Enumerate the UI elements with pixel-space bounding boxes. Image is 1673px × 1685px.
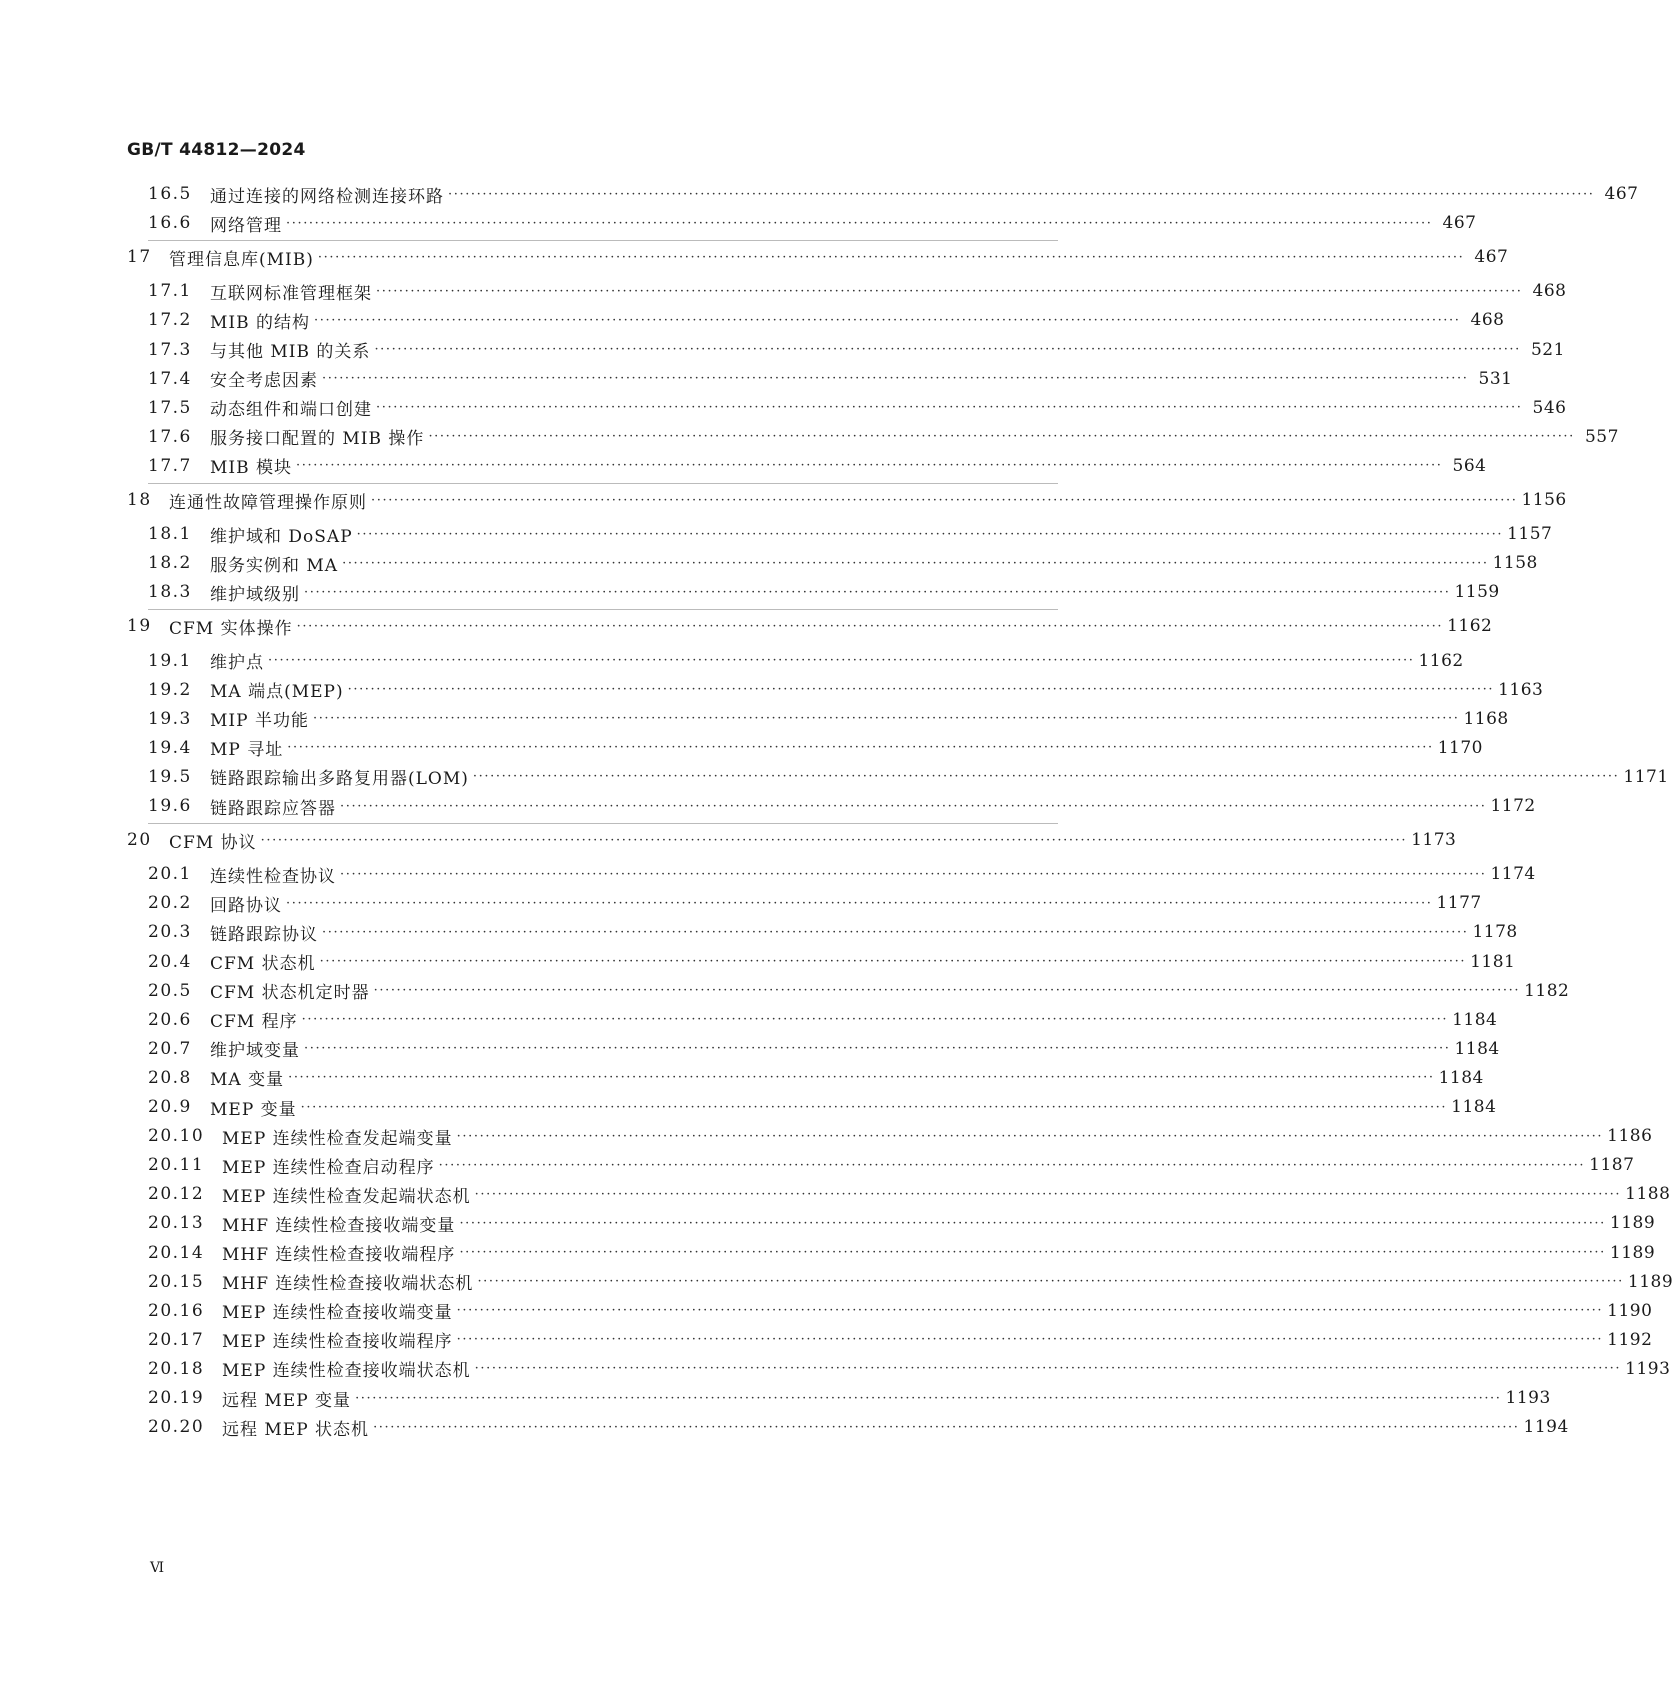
toc-entry-title: 维护域和 DoSAP xyxy=(210,526,353,547)
toc-entry-page: 467 xyxy=(1604,184,1639,204)
toc-entry-number: 19.1 xyxy=(148,650,192,671)
toc-entry-page: 1173 xyxy=(1411,830,1457,851)
toc-entry-title: MEP 连续性检查启动程序 xyxy=(222,1157,435,1178)
toc-entry-page: 1177 xyxy=(1436,893,1482,914)
toc-dot-leader: ········································································································································································································ xyxy=(376,283,1523,299)
toc-entry-page: 521 xyxy=(1530,339,1565,360)
toc-dot-leader: ········································································································································································································ xyxy=(459,1215,1606,1231)
toc-dot-leader: ········································································································································································································ xyxy=(355,1390,1502,1406)
toc-section-entry[interactable] xyxy=(148,1065,1484,1091)
toc-entry-page: 1194 xyxy=(1523,1417,1569,1438)
toc-entry-number: 18.1 xyxy=(148,524,192,545)
toc-dot-leader: ········································································································································································································ xyxy=(373,1419,1520,1435)
toc-entry-number: 19.6 xyxy=(148,796,192,816)
toc-section-entry[interactable] xyxy=(148,395,1567,421)
toc-entry-page: 1181 xyxy=(1470,951,1516,972)
toc-entry-number: 20.11 xyxy=(148,1155,205,1176)
toc-entry-page: 531 xyxy=(1478,368,1513,389)
toc-section-entry[interactable] xyxy=(148,453,1487,479)
toc-section-entry[interactable] xyxy=(148,307,1505,333)
toc-entry-title: MEP 连续性检查接收端程序 xyxy=(222,1332,453,1353)
toc-entry-number: 18 xyxy=(127,490,152,510)
toc-entry-page: 468 xyxy=(1470,310,1505,331)
toc-entry-page: 1182 xyxy=(1524,980,1570,1001)
toc-entry-page: 564 xyxy=(1452,455,1487,476)
toc-section-entry[interactable] xyxy=(148,648,1464,674)
toc-entry-number: 20 xyxy=(127,830,152,851)
toc-section-entry[interactable] xyxy=(148,1327,1653,1353)
toc-section-entry[interactable] xyxy=(148,521,1553,547)
toc-entry-title: MA 变量 xyxy=(210,1070,285,1091)
toc-entry-title: 网络管理 xyxy=(210,215,282,236)
chapter-separator xyxy=(148,823,1058,824)
toc-entry-page: 468 xyxy=(1532,281,1567,302)
toc-entry-number: 17.4 xyxy=(148,368,192,389)
toc-dot-leader: ········································································································································································································ xyxy=(286,215,1433,231)
toc-entry-page: 1158 xyxy=(1492,553,1538,574)
toc-entry-page: 1192 xyxy=(1607,1329,1653,1350)
toc-section-entry[interactable] xyxy=(148,278,1567,304)
toc-section-entry[interactable] xyxy=(148,1210,1656,1236)
toc-dot-leader: ········································································································································································································ xyxy=(373,983,1521,999)
toc-entry-title: 维护域级别 xyxy=(210,584,300,605)
toc-dot-leader: ········································································································································································································ xyxy=(371,492,1518,508)
toc-section-entry[interactable] xyxy=(148,1152,1635,1178)
toc-entry-title: MEP 变量 xyxy=(210,1099,297,1120)
chapter-separator xyxy=(148,240,1058,241)
toc-entry-page: 1187 xyxy=(1589,1155,1635,1176)
toc-entry-number: 17.1 xyxy=(148,281,192,302)
toc-entry-title: MIB 的结构 xyxy=(210,312,311,333)
toc-entry-page: 1184 xyxy=(1451,1097,1497,1117)
toc-entry-number: 20.16 xyxy=(148,1300,205,1321)
toc-entry-title: 服务实例和 MA xyxy=(210,555,339,576)
toc-entry-page: 1184 xyxy=(1438,1067,1484,1088)
toc-chapter-entry[interactable] xyxy=(127,827,1457,853)
toc-entry-title: 通过连接的网络检测连接环路 xyxy=(210,186,444,207)
toc-dot-leader: ········································································································································································································ xyxy=(456,1303,1604,1319)
toc-dot-leader: ········································································································································································································ xyxy=(374,342,1521,357)
toc-entry-page: 546 xyxy=(1532,397,1567,418)
toc-dot-leader: ········································································································································································································ xyxy=(296,618,1444,634)
toc-dot-leader: ········································································································································································································ xyxy=(304,1041,1451,1057)
toc-entry-number: 20.5 xyxy=(148,980,192,1001)
toc-entry-title: CFM 状态机定时器 xyxy=(210,983,370,1004)
toc-entry-title: MHF 连续性检查接收端变量 xyxy=(222,1215,456,1236)
toc-section-entry[interactable] xyxy=(148,764,1669,790)
toc-entry-number: 17 xyxy=(127,247,152,268)
toc-dot-leader: ········································································································································································································ xyxy=(287,740,1434,756)
toc-entry-number: 17.6 xyxy=(148,426,192,447)
toc-entry-title: MEP 连续性检查发起端状态机 xyxy=(222,1186,471,1207)
toc-entry-page: 1178 xyxy=(1472,922,1518,943)
toc-entry-title: 维护域变量 xyxy=(210,1041,300,1062)
toc-section-entry[interactable] xyxy=(148,1414,1569,1440)
toc-section-entry[interactable] xyxy=(148,978,1570,1004)
toc-entry-number: 20.15 xyxy=(148,1271,205,1292)
toc-dot-leader: ········································································································································································································ xyxy=(296,458,1443,474)
toc-entry-title: 远程 MEP 变量 xyxy=(222,1390,352,1411)
toc-entry-number: 17.3 xyxy=(148,339,192,360)
toc-dot-leader: ········································································································································································································ xyxy=(342,555,1489,571)
toc-chapter-entry[interactable] xyxy=(127,487,1567,513)
toc-entry-title: MIB 模块 xyxy=(210,458,293,479)
toc-entry-number: 20.3 xyxy=(148,922,192,943)
toc-section-entry[interactable] xyxy=(148,735,1483,761)
toc-entry-number: 20.18 xyxy=(148,1358,205,1379)
toc-dot-leader: ········································································································································································································ xyxy=(448,186,1595,202)
toc-entry-number: 20.7 xyxy=(148,1038,192,1059)
toc-entry-page: 1189 xyxy=(1627,1271,1673,1292)
toc-entry-page: 1162 xyxy=(1447,616,1493,637)
toc-entry-title: MA 端点(MEP) xyxy=(210,682,344,703)
toc-entry-title: MEP 连续性检查接收端变量 xyxy=(222,1303,453,1324)
toc-section-entry[interactable] xyxy=(148,861,1536,887)
toc-entry-title: 维护点 xyxy=(210,653,264,673)
toc-entry-page: 1189 xyxy=(1609,1242,1656,1263)
toc-dot-leader: ········································································································································································································ xyxy=(474,1361,1622,1377)
toc-entry-page: 1172 xyxy=(1490,796,1536,816)
toc-section-entry[interactable] xyxy=(148,1036,1500,1062)
toc-entry-page: 1156 xyxy=(1521,490,1567,510)
toc-entry-number: 17.5 xyxy=(148,397,192,418)
toc-dot-leader: ········································································································································································································ xyxy=(456,1332,1604,1348)
toc-dot-leader: ········································································································································································································ xyxy=(319,954,1467,969)
toc-entry-page: 1162 xyxy=(1418,650,1464,671)
toc-chapter-entry[interactable] xyxy=(127,613,1493,639)
toc-chapter-entry[interactable] xyxy=(127,244,1509,270)
toc-entry-page: 1168 xyxy=(1463,708,1509,729)
toc-entry-title: CFM 状态机 xyxy=(210,954,316,974)
toc-section-entry[interactable] xyxy=(148,1007,1498,1033)
toc-dot-leader: ········································································································································································································ xyxy=(438,1157,1586,1173)
toc-entry-page: 1189 xyxy=(1609,1213,1656,1234)
toc-section-entry[interactable] xyxy=(148,424,1619,450)
document-code: GB/T 44812—2024 xyxy=(127,140,306,160)
toc-entry-title: CFM 实体操作 xyxy=(169,618,293,639)
toc-section-entry[interactable] xyxy=(148,366,1513,392)
toc-dot-leader: ········································································································································································································ xyxy=(268,653,1415,668)
toc-entry-page: 1157 xyxy=(1507,524,1553,545)
toc-dot-leader: ········································································································································································································ xyxy=(472,769,1620,785)
toc-entry-title: CFM 程序 xyxy=(210,1012,298,1033)
toc-entry-number: 19 xyxy=(127,616,152,637)
toc-entry-title: CFM 协议 xyxy=(169,832,257,853)
toc-entry-title: 安全考虑因素 xyxy=(210,371,318,392)
toc-entry-page: 467 xyxy=(1442,213,1477,234)
toc-entry-number: 20.20 xyxy=(148,1417,205,1438)
toc-section-entry[interactable] xyxy=(148,890,1482,916)
toc-dot-leader: ········································································································································································································ xyxy=(322,371,1469,387)
toc-dot-leader: ········································································································································································································ xyxy=(301,1012,1449,1028)
toc-entry-number: 20.4 xyxy=(148,951,192,972)
toc-entry-title: 互联网标准管理框架 xyxy=(210,283,372,304)
toc-dot-leader: ········································································································································································································ xyxy=(428,429,1575,445)
chapter-separator xyxy=(148,609,1058,610)
toc-dot-leader: ········································································································································································································ xyxy=(356,526,1504,542)
toc-entry-number: 19.4 xyxy=(148,737,192,758)
toc-entry-number: 19.3 xyxy=(148,708,192,729)
toc-entry-number: 16.6 xyxy=(148,213,192,234)
toc-section-entry[interactable] xyxy=(148,579,1500,605)
toc-entry-number: 20.12 xyxy=(148,1184,205,1205)
toc-entry-page: 1159 xyxy=(1454,582,1500,603)
toc-entry-number: 19.2 xyxy=(148,679,192,700)
toc-entry-number: 20.13 xyxy=(148,1213,205,1234)
toc-entry-number: 16.5 xyxy=(148,184,192,204)
toc-dot-leader: ········································································································································································································ xyxy=(317,249,1465,265)
toc-entry-title: 链路跟踪协议 xyxy=(210,924,318,945)
toc-entry-title: 与其他 MIB 的关系 xyxy=(210,342,371,362)
toc-section-entry[interactable] xyxy=(148,706,1509,732)
toc-entry-page: 1174 xyxy=(1490,864,1536,885)
toc-section-entry[interactable] xyxy=(148,919,1518,945)
toc-dot-leader: ········································································································································································································ xyxy=(347,682,1495,698)
toc-section-entry[interactable] xyxy=(148,1269,1673,1295)
toc-entry-title: 动态组件和端口创建 xyxy=(210,400,372,421)
toc-dot-leader: ········································································································································································································ xyxy=(477,1274,1624,1290)
toc-dot-leader: ········································································································································································································ xyxy=(312,711,1460,727)
toc-entry-title: 服务接口配置的 MIB 操作 xyxy=(210,429,425,450)
toc-entry-page: 1193 xyxy=(1505,1388,1551,1408)
toc-entry-number: 19.5 xyxy=(148,766,192,787)
toc-entry-page: 1190 xyxy=(1607,1300,1653,1321)
toc-section-entry[interactable] xyxy=(148,1385,1551,1411)
toc-dot-leader: ········································································································································································································ xyxy=(288,1070,1435,1086)
toc-section-entry[interactable] xyxy=(148,949,1516,975)
toc-entry-title: 连通性故障管理操作原则 xyxy=(169,492,367,513)
toc-dot-leader: ········································································································································································································ xyxy=(456,1128,1604,1144)
toc-entry-title: MP 寻址 xyxy=(210,740,284,761)
toc-dot-leader: ········································································································································································································ xyxy=(322,924,1469,940)
toc-entry-number: 20.8 xyxy=(148,1067,192,1088)
toc-entry-title: MIP 半功能 xyxy=(210,711,309,732)
toc-dot-leader: ········································································································································································································ xyxy=(260,832,1408,848)
toc-dot-leader: ········································································································································································································ xyxy=(459,1245,1606,1260)
toc-entry-number: 20.14 xyxy=(148,1242,205,1263)
toc-entry-page: 1188 xyxy=(1625,1184,1671,1205)
toc-section-entry[interactable] xyxy=(148,337,1565,363)
toc-dot-leader: ········································································································································································································ xyxy=(376,400,1523,416)
toc-entry-title: 链路跟踪应答器 xyxy=(210,798,336,819)
toc-entry-title: MHF 连续性检查接收端程序 xyxy=(222,1245,456,1265)
toc-entry-title: 链路跟踪输出多路复用器(LOM) xyxy=(210,769,469,790)
toc-entry-page: 557 xyxy=(1584,426,1619,447)
toc-section-entry[interactable] xyxy=(148,550,1538,576)
toc-entry-number: 20.2 xyxy=(148,893,192,914)
toc-entry-number: 20.6 xyxy=(148,1009,192,1030)
toc-section-entry[interactable] xyxy=(148,1356,1671,1382)
toc-entry-page: 1193 xyxy=(1625,1358,1671,1379)
toc-entry-number: 20.1 xyxy=(148,864,192,885)
toc-entry-page: 1184 xyxy=(1454,1038,1500,1059)
toc-section-entry[interactable] xyxy=(148,1240,1656,1266)
toc-section-entry[interactable] xyxy=(148,793,1536,819)
toc-entry-number: 20.10 xyxy=(148,1126,205,1147)
toc-entry-page: 1184 xyxy=(1452,1009,1498,1030)
toc-entry-number: 17.2 xyxy=(148,310,192,331)
chapter-separator xyxy=(148,483,1058,484)
toc-dot-leader: ········································································································································································································ xyxy=(314,312,1461,328)
toc-section-entry[interactable] xyxy=(148,1298,1653,1324)
toc-entry-title: MEP 连续性检查接收端状态机 xyxy=(222,1361,471,1382)
toc-section-entry[interactable] xyxy=(148,181,1639,207)
toc-entry-page: 1171 xyxy=(1623,766,1669,787)
toc-entry-number: 17.7 xyxy=(148,455,192,476)
toc-entry-number: 20.17 xyxy=(148,1329,205,1350)
toc-entry-title: MEP 连续性检查发起端变量 xyxy=(222,1128,453,1149)
toc-section-entry[interactable] xyxy=(148,1094,1497,1120)
toc-entry-number: 20.9 xyxy=(148,1097,192,1117)
toc-section-entry[interactable] xyxy=(148,210,1477,236)
toc-dot-leader: ········································································································································································································ xyxy=(340,866,1487,882)
toc-dot-leader: ········································································································································································································ xyxy=(286,895,1433,911)
page-folio: Ⅵ xyxy=(150,1560,165,1576)
toc-entry-number: 18.2 xyxy=(148,553,192,574)
toc-entry-page: 467 xyxy=(1474,247,1509,268)
toc-dot-leader: ········································································································································································································ xyxy=(304,584,1451,600)
toc-entry-title: 连续性检查协议 xyxy=(210,866,336,887)
toc-entry-number: 20.19 xyxy=(148,1388,205,1408)
toc-entry-title: 管理信息库(MIB) xyxy=(169,249,314,270)
toc-section-entry[interactable] xyxy=(148,1123,1653,1149)
toc-entry-number: 18.3 xyxy=(148,582,192,603)
toc-entry-title: MHF 连续性检查接收端状态机 xyxy=(222,1274,474,1295)
toc-entry-title: 远程 MEP 状态机 xyxy=(222,1419,370,1440)
toc-section-entry[interactable] xyxy=(148,677,1544,703)
toc-section-entry[interactable] xyxy=(148,1181,1671,1207)
toc-dot-leader: ········································································································································································································ xyxy=(340,798,1487,814)
toc-entry-title: 回路协议 xyxy=(210,895,282,916)
toc-entry-page: 1186 xyxy=(1607,1126,1653,1147)
toc-dot-leader: ········································································································································································································ xyxy=(300,1099,1448,1115)
toc-dot-leader: ········································································································································································································ xyxy=(474,1186,1622,1202)
toc-entry-page: 1170 xyxy=(1437,737,1483,758)
toc-entry-page: 1163 xyxy=(1498,679,1544,700)
